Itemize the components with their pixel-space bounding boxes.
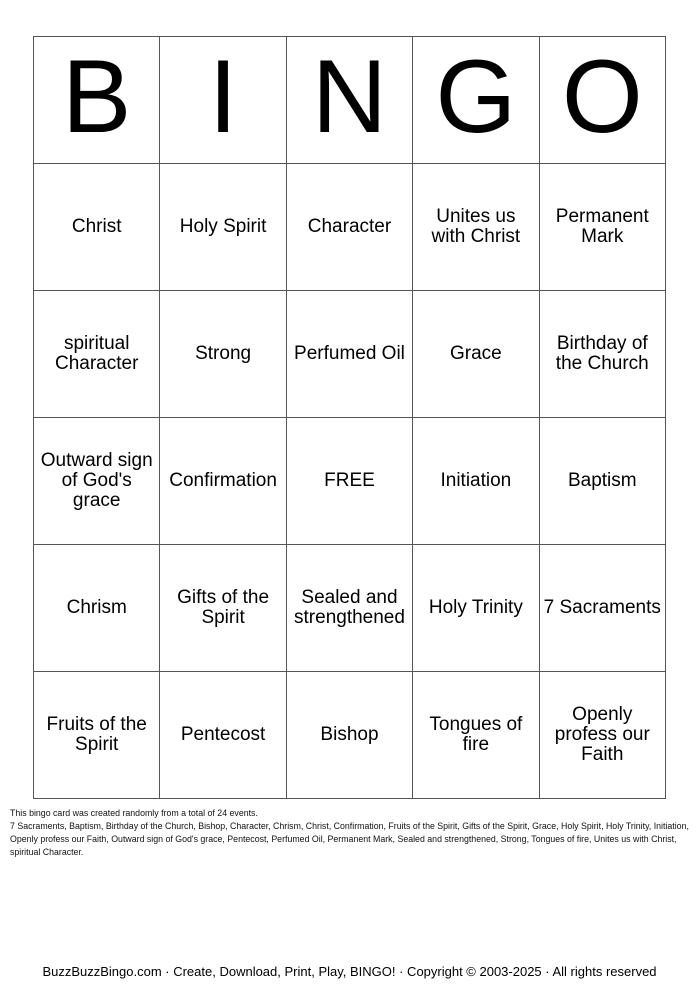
bingo-cell: Chrism [34,545,160,672]
bingo-cell: spiritual Character [34,291,160,418]
bingo-row [34,545,666,672]
bingo-cell: Initiation [413,418,539,545]
bingo-row [34,291,666,418]
card-summary: This bingo card was created randomly from a total of 24 events. [10,808,258,818]
bingo-header-row [34,37,666,164]
bingo-cell: Character [286,164,412,291]
bingo-cell: Sealed and strengthened [286,545,412,672]
bingo-cell: Grace [413,291,539,418]
bingo-cell: Outward sign of God's grace [34,418,160,545]
site-footer: BuzzBuzzBingo.com · Create, Download, Print, Play, BINGO! · Copyright © 2003-2025 · All rights reserved [42,964,657,979]
bingo-cell: Perfumed Oil [286,291,412,418]
bingo-cell: Openly profess our Faith [539,672,665,799]
header-letter-n [286,37,412,164]
bingo-cell: Christ [34,164,160,291]
bingo-cell: Unites us with Christ [413,164,539,291]
bingo-cell: Birthday of the Church [539,291,665,418]
bingo-cell: 7 Sacraments [539,545,665,672]
letter-g: G [435,39,517,155]
header-letter-g [413,37,539,164]
bingo-cell: Permanent Mark [539,164,665,291]
bingo-card [33,36,666,799]
bingo-cell: Baptism [539,418,665,545]
bingo-row [34,418,666,545]
bingo-cell: Holy Spirit [160,164,286,291]
card-info [10,807,690,859]
header-letter-o [539,37,665,164]
header-letter-i [160,37,286,164]
letter-i: I [208,39,238,155]
bingo-cell: Strong [160,291,286,418]
bingo-cell: Holy Trinity [413,545,539,672]
event-list: 7 Sacraments, Baptism, Birthday of the Church, Bishop, Character, Chrism, Christ, Confirmation, Fruits of the Spirit, Gifts of the Spirit, Grace, Holy Spirit, Holy Trinity, Initiation, Openly profess our Faith, Outward sign of God's grace, Pentecost, Perfumed Oil, Permanent Mark, Sealed and strengthened, Strong, Tongues of fire, Unites us with Christ, spiritual Character. [10,821,689,857]
letter-n: N [311,39,388,155]
bingo-cell: Pentecost [160,672,286,799]
bingo-cell: Fruits of the Spirit [34,672,160,799]
bingo-cell: Confirmation [160,418,286,545]
letter-o: O [561,39,643,155]
bingo-cell: Gifts of the Spirit [160,545,286,672]
header-letter-b [34,37,160,164]
bingo-row [34,672,666,799]
bingo-cell: Tongues of fire [413,672,539,799]
bingo-cell: Bishop [286,672,412,799]
free-space-cell: FREE [286,418,412,545]
bingo-row [34,164,666,291]
letter-b: B [62,39,132,155]
